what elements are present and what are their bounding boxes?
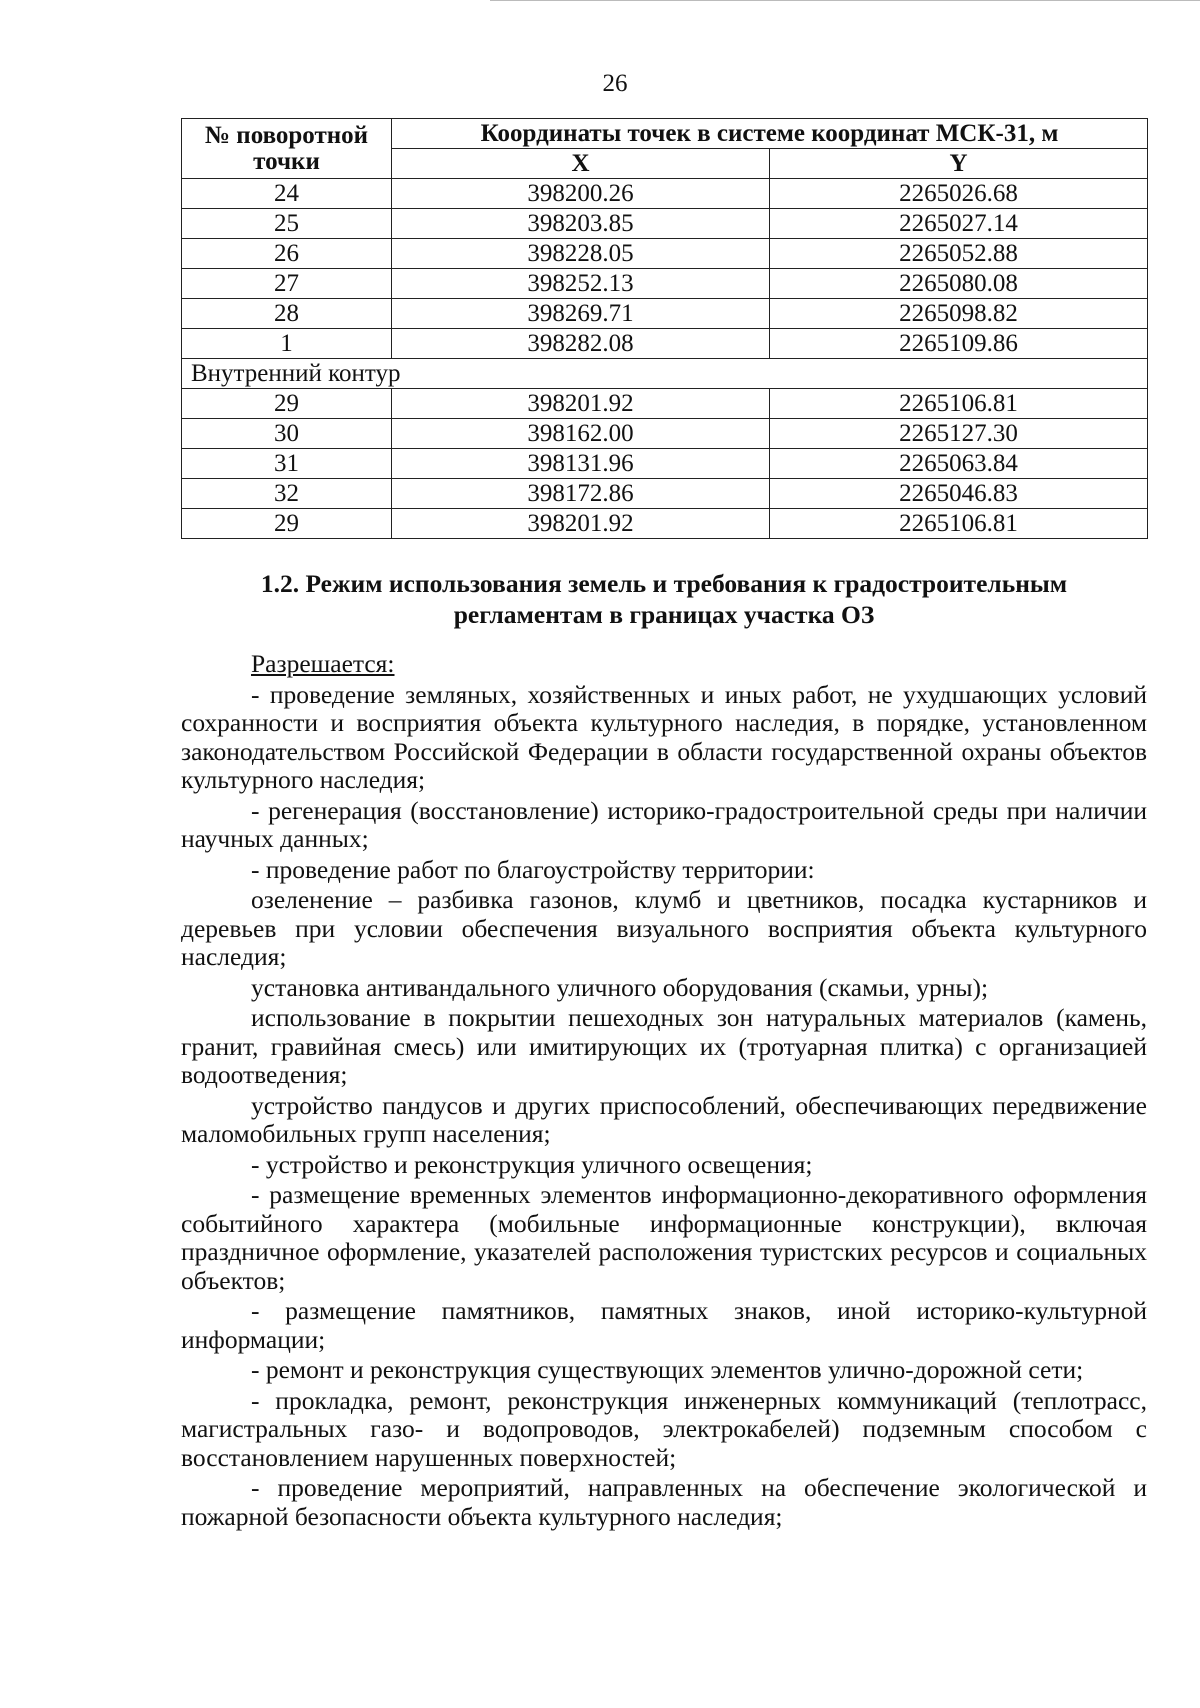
paragraph: - размещение памятников, памятных знаков, иной историко-культурной информации; bbox=[181, 1296, 1147, 1354]
page-number: 26 bbox=[602, 70, 628, 97]
section-heading-line: 1.2. Режим использования земель и требования к градостроительным bbox=[260, 569, 1068, 598]
y-header: Y bbox=[770, 149, 1148, 179]
paragraph: - проведение мероприятий, направленных на обеспечение экологической и пожарной безопасности объекта культурного наследия; bbox=[181, 1473, 1147, 1531]
y-value: 2265046.83 bbox=[770, 479, 1148, 509]
x-value: 398200.26 bbox=[392, 179, 770, 209]
point-number: 26 bbox=[182, 239, 392, 269]
table-row bbox=[182, 239, 1148, 269]
table-row bbox=[182, 209, 1148, 239]
section-heading bbox=[181, 568, 1147, 630]
table-row bbox=[182, 479, 1148, 509]
x-value: 398252.13 bbox=[392, 269, 770, 299]
point-number: 29 bbox=[182, 389, 392, 419]
table-row bbox=[182, 449, 1148, 479]
point-number: 24 bbox=[182, 179, 392, 209]
paragraph: - прокладка, ремонт, реконструкция инженерных коммуникаций (теплотрасс, магистральных газо- и водопроводов, электрокабелей) подземным способом с восстановлением нарушенных поверхностей; bbox=[181, 1385, 1147, 1472]
x-value: 398282.08 bbox=[392, 329, 770, 359]
point-number: 1 bbox=[182, 329, 392, 359]
point-number-header: № поворотной точки bbox=[182, 119, 392, 179]
point-number: 25 bbox=[182, 209, 392, 239]
point-number: 29 bbox=[182, 509, 392, 539]
x-value: 398162.00 bbox=[392, 419, 770, 449]
table-row bbox=[182, 509, 1148, 539]
table-row bbox=[182, 329, 1148, 359]
y-value: 2265109.86 bbox=[770, 329, 1148, 359]
section-body bbox=[181, 650, 1147, 1531]
x-value: 398131.96 bbox=[392, 449, 770, 479]
y-value: 2265027.14 bbox=[770, 209, 1148, 239]
paragraph: - регенерация (восстановление) историко-градостроительной среды при наличии научных данных; bbox=[181, 795, 1147, 853]
x-value: 398201.92 bbox=[392, 509, 770, 539]
point-number: 28 bbox=[182, 299, 392, 329]
x-value: 398201.92 bbox=[392, 389, 770, 419]
permitted-label: Разрешается: bbox=[251, 649, 395, 678]
paragraph: - ремонт и реконструкция существующих элементов улично-дорожной сети; bbox=[251, 1355, 1084, 1384]
paragraph: - устройство и реконструкция уличного освещения; bbox=[251, 1149, 813, 1179]
y-value: 2265052.88 bbox=[770, 239, 1148, 269]
point-number: 32 bbox=[182, 479, 392, 509]
table-header-row bbox=[182, 119, 1148, 149]
section-heading-line: регламентам в границах участка ОЗ bbox=[453, 600, 875, 629]
y-value: 2265026.68 bbox=[770, 179, 1148, 209]
paragraph: использование в покрытии пешеходных зон натуральных материалов (камень, гранит, гравийная смесь) или имитирующих их (тротуарная плитка) с организацией водоотведения; bbox=[181, 1003, 1147, 1089]
table-row bbox=[182, 179, 1148, 209]
point-number: 31 bbox=[182, 449, 392, 479]
x-value: 398269.71 bbox=[392, 299, 770, 329]
y-value: 2265106.81 bbox=[770, 509, 1148, 539]
table-row bbox=[182, 419, 1148, 449]
point-number: 30 bbox=[182, 419, 392, 449]
x-header: X bbox=[392, 149, 770, 179]
inner-contour-label: Внутренний контур bbox=[182, 359, 1148, 389]
paragraph: - проведение земляных, хозяйственных и иных работ, не ухудшающих условий сохранности и восприятия объекта культурного наследия, в порядке, установленном законодательством Российской Федерации в области государственной охраны объектов культурного наследия; bbox=[181, 679, 1147, 794]
paragraph: - размещение временных элементов информационно-декоративного оформления событийного характера (мобильные информационные конструкции), включая праздничное оформление, указателей расположения туристских ресурсов и социальных объектов; bbox=[181, 1180, 1147, 1295]
scan-top-edge bbox=[490, 0, 1200, 1]
coordinates-group-header: Координаты точек в системе координат МСК-31, м bbox=[392, 119, 1148, 149]
y-value: 2265098.82 bbox=[770, 299, 1148, 329]
table-row bbox=[182, 299, 1148, 329]
x-value: 398228.05 bbox=[392, 239, 770, 269]
y-value: 2265063.84 bbox=[770, 449, 1148, 479]
y-value: 2265080.08 bbox=[770, 269, 1148, 299]
x-value: 398172.86 bbox=[392, 479, 770, 509]
x-value: 398203.85 bbox=[392, 209, 770, 239]
inner-contour-row bbox=[182, 359, 1148, 389]
table-row bbox=[182, 389, 1148, 419]
paragraph: установка антивандального уличного оборудования (скамьи, урны); bbox=[251, 972, 989, 1002]
y-value: 2265127.30 bbox=[770, 419, 1148, 449]
y-value: 2265106.81 bbox=[770, 389, 1148, 419]
table-row bbox=[182, 269, 1148, 299]
paragraph: озеленение – разбивка газонов, клумб и цветников, посадка кустарников и деревьев при условии обеспечения визуального восприятия объекта культурного наследия; bbox=[181, 885, 1147, 971]
paragraph: - проведение работ по благоустройству территории: bbox=[251, 854, 815, 884]
point-number: 27 bbox=[182, 269, 392, 299]
paragraph: устройство пандусов и других приспособлений, обеспечивающих передвижение маломобильных групп населения; bbox=[181, 1090, 1147, 1148]
coordinates-table bbox=[181, 118, 1148, 539]
